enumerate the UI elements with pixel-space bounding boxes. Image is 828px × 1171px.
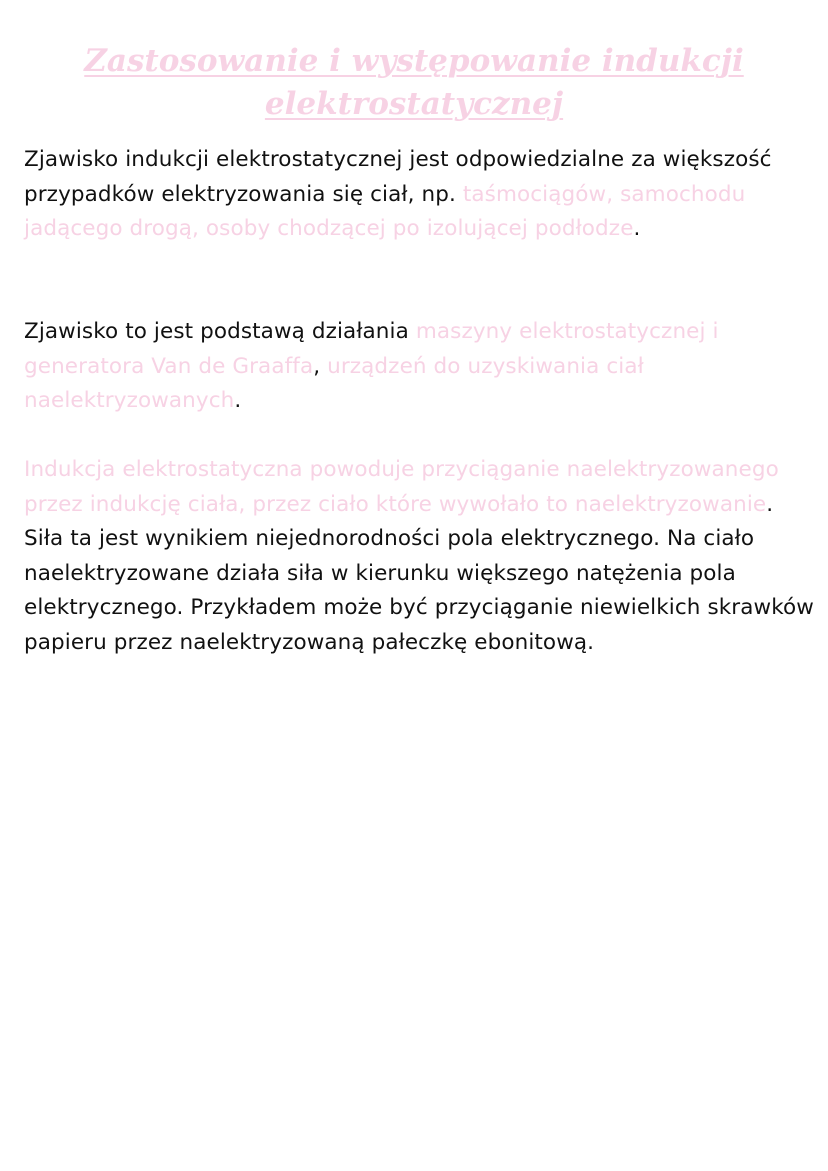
paragraph-induction-attraction [24, 453, 814, 660]
highlighted-devices: urządzeń do uzyskiwania ciał naelektryzowanych [24, 353, 644, 413]
paragraph-text: . [234, 388, 242, 413]
paragraph-text: Zjawisko to jest podstawą działania [24, 319, 416, 344]
paragraph-induction-responsible [24, 143, 814, 247]
paragraph-text: . Siła ta jest wynikiem niejednorodności pola elektrycznego. Na ciało naelektryzowane działa siła w kierunku większego natężenia pola elektrycznego. Przykładem może być przyciąganie niewielkich skrawków papieru przez naelektryzowaną pałeczkę ebonitową. [24, 491, 814, 655]
highlighted-machines: maszyny elektrostatycznej i generatora Van de Graaffa [24, 319, 719, 379]
page-title: Zastosowanie i występowanie indukcji elektrostatycznej [84, 43, 744, 122]
paragraph-text: . [633, 216, 641, 241]
highlighted-attraction: Indukcja elektrostatyczna powoduje przyciąganie naelektryzowanego przez indukcję ciała, przez ciało które wywołało to naelektryzowanie [24, 457, 779, 517]
paragraph-text: Zjawisko indukcji elektrostatycznej jest odpowiedzialne za większość przypadków elektryzowania się ciał, np. [24, 147, 772, 207]
paragraph-induction-basis [24, 315, 814, 419]
paragraph-text: , [313, 353, 328, 379]
highlighted-examples: taśmociągów, samochodu jadącego drogą, osoby chodzącej po izolującej podłodze [24, 181, 746, 241]
